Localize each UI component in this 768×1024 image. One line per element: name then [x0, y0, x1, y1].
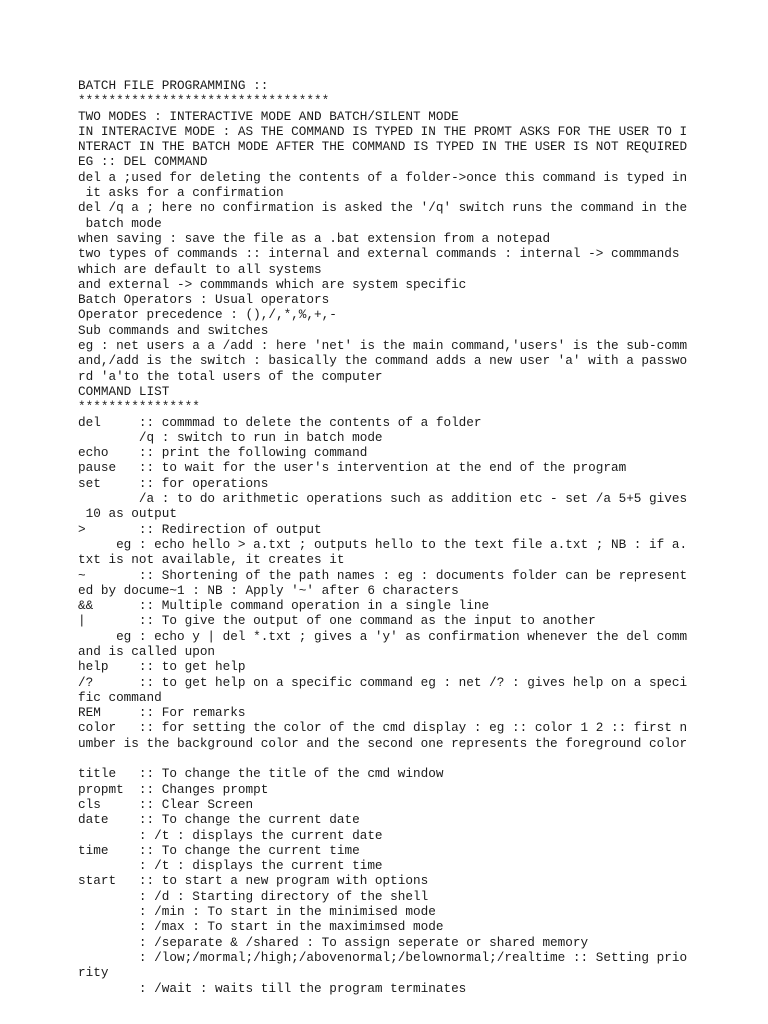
text-line: && :: Multiple command operation in a single line [78, 598, 490, 614]
text-line: cls :: Clear Screen [78, 796, 254, 812]
text-line: BATCH FILE PROGRAMMING :: [78, 78, 269, 93]
text-line: two types of commands :: internal and external commands : internal -> commmands [78, 246, 680, 262]
text-line: echo :: print the following command [78, 445, 368, 461]
text-line: color :: for setting the color of the cmd display : eg :: color 1 2 :: first n [78, 720, 688, 736]
text-line: and is called upon [78, 643, 216, 659]
text-line: del /q a ; here no confirmation is asked the '/q' switch runs the command in the [78, 200, 688, 216]
text-line: title :: To change the title of the cmd window [78, 766, 444, 782]
text-line: txt is not available, it creates it [78, 552, 345, 568]
text-line: set :: for operations [78, 475, 269, 491]
text-line: : /min : To start in the minimised mode [78, 904, 436, 920]
text-line: 10 as output [78, 506, 177, 522]
text-line: eg : net users a a /add : here 'net' is the main command,'users' is the sub-comm [78, 338, 688, 354]
text-line: : /d : Starting directory of the shell [78, 888, 429, 904]
text-line: which are default to all systems [78, 261, 322, 277]
text-line: del a ;used for deleting the contents of a folder->once this command is typed in [78, 169, 688, 185]
text-line: start :: to start a new program with options [78, 873, 429, 889]
text-line: > :: Redirection of output [78, 521, 322, 537]
text-line: ~ :: Shortening of the path names : eg : documents folder can be represent [78, 567, 688, 583]
text-line: **************** [78, 399, 200, 415]
text-line: rity [78, 965, 109, 981]
text-line: propmt :: Changes prompt [78, 781, 269, 797]
text-line [78, 751, 698, 766]
text-line: and external -> commmands which are system specific [78, 276, 467, 292]
text-line: date :: To change the current date [78, 812, 360, 828]
text-line: Batch Operators : Usual operators [78, 292, 330, 308]
text-line: it asks for a confirmation [78, 185, 284, 201]
text-line: del :: commmad to delete the contents of a folder [78, 414, 482, 430]
text-line: umber is the background color and the second one represents the foreground color [78, 735, 688, 751]
text-line: | :: To give the output of one command as the input to another [78, 613, 596, 629]
text-line: and,/add is the switch : basically the command adds a new user 'a' with a passwo [78, 353, 688, 369]
text-line: when saving : save the file as a .bat extension from a notepad [78, 230, 551, 246]
text-line: : /t : displays the current time [78, 858, 383, 874]
text-line: : /wait : waits till the program terminates [78, 980, 467, 996]
text-line: IN INTERACIVE MODE : AS THE COMMAND IS TYPED IN THE PROMT ASKS FOR THE USER TO I [78, 123, 688, 139]
text-line: /? :: to get help on a specific command eg : net /? : gives help on a speci [78, 674, 688, 690]
text-line: TWO MODES : INTERACTIVE MODE AND BATCH/SILENT MODE [78, 108, 459, 124]
text-line: ed by docume~1 : NB : Apply '~' after 6 characters [78, 582, 459, 598]
document-text [78, 78, 698, 996]
text-line: NTERACT IN THE BATCH MODE AFTER THE COMMAND IS TYPED IN THE USER IS NOT REQUIRED [78, 139, 688, 155]
text-line: rd 'a'to the total users of the computer [78, 368, 383, 384]
text-line: pause :: to wait for the user's intervention at the end of the program [78, 460, 627, 476]
text-line: : /max : To start in the maximimsed mode [78, 919, 444, 935]
text-line: batch mode [78, 215, 162, 231]
text-line: EG :: DEL COMMAND [78, 154, 208, 170]
text-line: fic command [78, 689, 162, 705]
text-line: Sub commands and switches [78, 322, 269, 338]
text-line: : /low;/mormal;/high;/abovenormal;/belownormal;/realtime :: Setting prio [78, 949, 688, 965]
text-line: time :: To change the current time [78, 842, 360, 858]
text-line: Operator precedence : (),/,*,%,+,- [78, 307, 337, 323]
text-line: help :: to get help [78, 659, 246, 675]
text-line: eg : echo y | del *.txt ; gives a 'y' as confirmation whenever the del comm [78, 628, 688, 644]
text-line: ********************************* [78, 93, 330, 109]
text-line: eg : echo hello > a.txt ; outputs hello to the text file a.txt ; NB : if a. [78, 536, 688, 552]
text-line: REM :: For remarks [78, 705, 246, 721]
text-line: /q : switch to run in batch mode [78, 429, 383, 445]
text-line: COMMAND LIST [78, 383, 170, 399]
text-line: : /separate & /shared : To assign seperate or shared memory [78, 934, 589, 950]
text-line: : /t : displays the current date [78, 827, 383, 843]
text-line: /a : to do arithmetic operations such as addition etc - set /a 5+5 gives [78, 491, 688, 507]
